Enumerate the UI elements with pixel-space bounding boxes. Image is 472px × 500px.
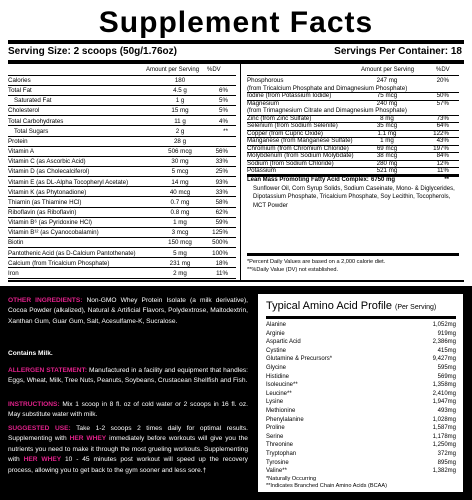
nutrient-amount: 3 mcg — [171, 229, 189, 237]
brand-name: HER WHEY — [23, 456, 62, 464]
allergen-statement — [8, 366, 248, 387]
left-col-dv-header: %DV — [207, 67, 221, 73]
nutrient-amount: 69 mcg — [376, 144, 398, 152]
other-ingredients-text: Non-GMO Whey Protein Isolate (a milk derivative), Cocoa Powder (alkalized), Natural & Artificial Flavors, Polydextrose, Maltodextrin, Xanthan Gum, Guar Gum, Salt, Acesulfame-K, Sucralose. — [8, 297, 248, 325]
nutrient-name: Potassium — [247, 167, 276, 174]
amino-row — [266, 459, 456, 468]
nutrient-amount: 8 mg — [380, 114, 394, 122]
right-col-amount-header: Amount per Serving — [361, 67, 415, 73]
other-ingredients — [8, 296, 248, 327]
nutrient-row — [8, 138, 236, 147]
nutrient-dv: 33% — [215, 158, 228, 166]
amino-row — [266, 338, 456, 347]
nutrient-name: Cholesterol — [8, 107, 40, 115]
nutrient-row — [8, 179, 236, 188]
nutrient-dv: ** — [223, 127, 228, 135]
nutrient-row — [8, 209, 236, 218]
nutrient-dv: 58% — [215, 198, 228, 206]
nutrient-name: Biotin — [8, 239, 24, 247]
amino-name: Cystine — [266, 347, 287, 354]
amino-value: 569mg — [437, 373, 456, 380]
nutrient-amount: 1 mg — [173, 219, 187, 227]
amino-name: Tyrosine — [266, 459, 289, 466]
right-col-dv-header: %DV — [436, 67, 450, 73]
divider-thick — [247, 253, 459, 256]
nutrient-dv: 20% — [436, 77, 449, 84]
allergen-key: ALLERGEN STATEMENT: — [8, 367, 88, 374]
nutrient-name: Vitamin B¹² (as Cyanocobalamin) — [8, 229, 99, 237]
nutrient-amount: 15 mg — [171, 107, 189, 115]
amino-name: Methionine — [266, 408, 296, 414]
amino-name: Leucine** — [266, 390, 292, 397]
nutrient-amount: 2 g — [175, 127, 185, 135]
nutrient-amount: 506 mcg — [168, 148, 192, 156]
amino-name: Histidine — [266, 373, 290, 380]
nutrient-row — [8, 260, 236, 269]
nutrient-name: Pantothenic Acid (as D-Calcium Pantothenate) — [8, 249, 136, 257]
amino-row — [266, 355, 456, 364]
serving-size: Serving Size: 2 scoops (50g/1.76oz) — [8, 46, 177, 57]
nutrient-amount: 40 mcg — [169, 188, 191, 196]
nutrient-amount: 38 mcg — [376, 152, 398, 159]
amino-name: Alanine — [266, 322, 287, 328]
lean-mass-dv: ** — [444, 177, 449, 183]
nutrient-name: Iron — [8, 269, 19, 277]
nutrient-dv: 11% — [216, 269, 228, 277]
header-rule — [247, 75, 459, 76]
amino-name: Aspartic Acid — [266, 339, 301, 346]
nutrient-amount: 35 mcg — [376, 122, 398, 129]
nutrient-name: Vitamin B⁶ (as Pyridoxine HCl) — [8, 219, 92, 227]
nutrient-amount: 5 mcg — [171, 168, 189, 176]
footnote-not-established: **%Daily Value (DV) not established. — [247, 267, 338, 273]
nutrient-name: Manganese (from Manganese Sulfate) — [247, 137, 353, 144]
nutrient-amount: 0.8 mg — [170, 208, 190, 216]
amino-value: 595mg — [437, 365, 456, 371]
amino-value: 1,358mg — [432, 382, 456, 389]
instructions-key: INSTRUCTIONS: — [8, 401, 60, 408]
divider-bottom — [8, 280, 464, 282]
amino-name: Threonine — [266, 442, 294, 449]
nutrient-row — [8, 229, 236, 238]
nutrient-dv: 4% — [219, 117, 228, 125]
nutrient-dv: 93% — [215, 178, 228, 186]
amino-value: 2,410mg — [432, 390, 456, 397]
nutrient-name: Vitamin A — [8, 148, 35, 156]
nutrient-amount: 1.1 mg — [377, 129, 397, 137]
amino-value: 415mg — [437, 347, 456, 354]
nutrient-name: Magnesium — [247, 99, 279, 107]
amino-value: 1,382mg — [432, 468, 456, 475]
nutrient-name: Selenium (from Sodium Selenite) — [247, 122, 338, 129]
amino-row — [266, 407, 456, 416]
nutrient-row — [8, 87, 236, 96]
amino-row — [266, 330, 456, 339]
nutrient-name: Thiamin (as Thiamine HCl) — [8, 198, 82, 206]
nutrient-dv: 64% — [436, 122, 449, 129]
nutrient-amount: 521 mg — [376, 167, 398, 174]
amino-value: 1,587mg — [432, 425, 456, 432]
nutrient-amount: 28 g — [173, 137, 187, 145]
lean-mass-ingredients: Sunflower Oil, Corn Syrup Solids, Sodium Caseinate, Mono- & Diglycerides, Dipotassium Phosphate, Tricalcium Phosphate, Soy Lecithin, Tocopherols, MCT Powder — [253, 185, 455, 209]
amino-name: Serine — [266, 433, 284, 440]
nutrient-row — [8, 77, 236, 86]
panel-footnotes — [247, 258, 459, 274]
nutrient-amount: 30 mg — [171, 158, 189, 166]
amino-row — [266, 441, 456, 450]
amino-row — [266, 321, 456, 330]
nutrient-amount: 1 mg — [380, 137, 394, 144]
amino-value: 1,052mg — [432, 322, 456, 328]
nutrient-row — [8, 250, 236, 259]
amino-value: 372mg — [437, 451, 456, 457]
nutrient-name: Vitamin C (as Ascorbic Acid) — [8, 158, 86, 166]
amino-acid-profile — [257, 293, 464, 493]
nutrient-name: Total Fat — [8, 87, 32, 95]
nutrient-row — [8, 189, 236, 198]
nutrient-name: Phosphorous — [247, 77, 284, 84]
amino-name: Isoleucine** — [266, 382, 298, 389]
amino-row — [266, 347, 456, 356]
nutrient-dv: 500% — [212, 239, 228, 247]
amino-row — [266, 467, 456, 476]
nutrient-row — [8, 270, 236, 279]
nutrient-row — [8, 158, 236, 167]
nutrient-name: (from Trimagnesium Citrate and Dimagnesium Phosphate) — [247, 107, 407, 114]
divider-thick — [8, 40, 464, 44]
nutrient-row — [8, 118, 236, 127]
amino-row — [266, 433, 456, 442]
amino-value: 1,947mg — [432, 399, 456, 406]
amino-name: Proline — [266, 425, 285, 432]
nutrient-amount: 5 mg — [173, 249, 187, 257]
amino-name: Glycine — [266, 365, 287, 371]
nutrient-row — [8, 97, 236, 106]
amino-name: Tryptophan — [266, 451, 297, 457]
nutrient-amount: 75 mcg — [376, 92, 398, 99]
amino-value: 1,028mg — [432, 416, 456, 423]
nutrient-amount: 4.5 g — [173, 87, 187, 95]
contains-statement: Contains Milk. — [8, 350, 53, 357]
nutrient-amount: 280 mg — [376, 159, 398, 167]
nutrient-dv: 11% — [437, 167, 449, 174]
nutrient-dv: 62% — [215, 208, 228, 216]
amino-footnote-bcaa: **Indicates Branched Chain Amino Acids (BCAA) — [266, 483, 387, 489]
nutrient-amount: 247 mg — [376, 77, 398, 84]
amino-value: 919mg — [437, 330, 456, 337]
nutrient-dv: 33% — [215, 188, 228, 196]
nutrient-amount: 180 — [174, 77, 186, 84]
nutrient-row — [8, 199, 236, 208]
lean-mass-complex — [247, 176, 459, 210]
nutrient-dv: 57% — [436, 99, 449, 107]
amino-value: 2,386mg — [432, 339, 456, 346]
suggested-use-text: immediately before workouts will give you the nutrients you need to make it through the most grueling workouts. Supplementing with — [8, 435, 248, 464]
amino-value: 9,427mg — [432, 356, 456, 363]
brand-name: HER WHEY — [69, 435, 107, 443]
amino-row — [266, 364, 456, 373]
nutrient-dv: 59% — [215, 219, 228, 227]
lean-mass-label: Lean Mass Promoting Fatty Acid Complex: — [247, 177, 369, 183]
nutrient-name: Zinc (from Zinc Sulfate) — [247, 114, 312, 122]
nutrient-dv: 84% — [436, 152, 449, 159]
amino-title — [266, 300, 436, 312]
nutrient-name: Vitamin E (as DL-Alpha Tocopheryl Acetate) — [8, 178, 129, 186]
amino-value: 1,250mg — [432, 442, 456, 449]
amino-name: Phenylalanine — [266, 416, 304, 423]
nutrient-dv: 12% — [436, 159, 449, 167]
nutrient-dv: 50% — [436, 92, 449, 99]
nutrient-dv: 56% — [215, 148, 228, 156]
nutrient-row — [8, 168, 236, 177]
nutrient-name: Calories — [8, 77, 31, 84]
amino-row — [266, 390, 456, 399]
amino-row — [266, 416, 456, 425]
amino-row — [266, 450, 456, 459]
nutrient-dv: 43% — [436, 137, 449, 144]
amino-name: Lysine — [266, 399, 284, 406]
nutrient-name: Copper (from Cupric Oxide) — [247, 129, 323, 137]
panel-title: Supplement Facts — [98, 6, 374, 39]
amino-row — [266, 381, 456, 390]
nutrient-amount: 150 mcg — [168, 239, 192, 247]
left-col-amount-header: Amount per Serving — [146, 67, 200, 73]
amino-title-text: Typical Amino Acid Profile — [266, 300, 392, 312]
nutrient-dv: 5% — [219, 97, 228, 105]
amino-name: Valine** — [266, 468, 287, 475]
nutrient-dv: 197% — [433, 144, 449, 152]
nutrient-row — [8, 239, 236, 248]
nutrient-dv: 6% — [219, 87, 228, 95]
nutrient-amount: 11 g — [174, 117, 186, 125]
nutrient-name: Vitamin D (as Cholecalciferol) — [8, 168, 90, 176]
nutrient-row — [8, 148, 236, 157]
allergen-text: Manufactured in a facility and equipment that handles: Eggs, Wheat, Milk, Tree Nuts, Peanuts, Soybeans, Crustacean Shellfish and Fish. — [8, 367, 248, 385]
nutrient-dv: 125% — [212, 229, 228, 237]
amino-footnote-natural: *Naturally Occurring — [266, 476, 317, 482]
footnote-dv: *Percent Daily Values are based on a 2,000 calorie diet. — [247, 259, 386, 265]
nutrient-row — [8, 219, 236, 228]
nutrient-dv: 100% — [212, 249, 228, 257]
nutrient-name: Iodine (from Potassium Iodide) — [247, 92, 332, 99]
divider-thick — [8, 60, 464, 64]
nutrient-amount: 0.7 mg — [170, 198, 190, 206]
column-divider — [240, 64, 241, 280]
nutrient-name: Total Sugars — [14, 127, 49, 135]
nutrient-dv: 5% — [219, 107, 228, 115]
lean-mass-amount: 6750 mg — [371, 177, 396, 183]
nutrient-name: Vitamin K (as Phytonadione) — [8, 188, 87, 196]
nutrient-name: Molybdenum (from Sodium Molybdate) — [247, 152, 354, 159]
nutrient-name: (from Tricalcium Phosphate and Dimagnesium Phosphate) — [247, 84, 408, 92]
nutrient-amount: 231 mg — [169, 259, 191, 267]
nutrient-amount: 2 mg — [173, 269, 187, 277]
nutrient-name: Riboflavin (as Riboflavin) — [8, 208, 77, 216]
nutrient-row — [8, 128, 236, 137]
nutrient-name: Sodium (from Sodium Chloride) — [247, 159, 334, 167]
amino-value: 895mg — [437, 459, 456, 466]
nutrient-amount: 1 g — [175, 97, 185, 105]
amino-subtitle: (Per Serving) — [395, 304, 437, 311]
nutrient-amount: 14 mg — [171, 178, 189, 186]
suggested-use-key: SUGGESTED USE: — [8, 425, 71, 432]
suggested-use-text: 10 - 45 minutes post workout will speed up the recovery process, allowing you to get back to the gym sooner and less sore.† — [8, 456, 248, 474]
amino-row — [266, 398, 456, 407]
nutrient-name: Protein — [8, 137, 28, 145]
amino-value: 493mg — [437, 408, 456, 414]
nutrient-dv: 122% — [433, 129, 449, 137]
suggested-use — [8, 424, 248, 476]
amino-value: 1,178mg — [432, 433, 456, 440]
nutrient-dv: 18% — [215, 259, 228, 267]
nutrient-name: Chromium (from Chromium Chloride) — [247, 144, 349, 152]
nutrient-name: Saturated Fat — [14, 97, 52, 105]
nutrient-amount: 240 mg — [376, 99, 398, 107]
instructions — [8, 400, 248, 421]
nutrient-row — [8, 107, 236, 116]
amino-row — [266, 424, 456, 433]
suggested-use-text: Take 1-2 scoops 2 times daily for optimal results. Supplementing with — [8, 425, 248, 443]
nutrient-name: Calcium (from Tricalcium Phosphate) — [8, 259, 110, 267]
nutrient-dv: 25% — [215, 168, 228, 176]
servings-per-container: Servings Per Container: 18 — [334, 46, 462, 57]
header-rule — [8, 75, 236, 76]
amino-rule — [266, 316, 456, 319]
amino-name: Glutamine & Precursors* — [266, 356, 333, 363]
other-ingredients-key: OTHER INGREDIENTS: — [8, 297, 83, 304]
amino-row — [266, 373, 456, 382]
amino-footnotes — [266, 476, 387, 490]
instructions-text: Mix 1 scoop in 8 fl. oz of cold water or 2 scoops in 16 fl. oz. May substitute water with milk. — [8, 401, 248, 419]
nutrient-name: Total Carbohydrates — [8, 117, 64, 125]
amino-name: Arginie — [266, 330, 285, 337]
nutrient-dv: 73% — [436, 114, 449, 122]
